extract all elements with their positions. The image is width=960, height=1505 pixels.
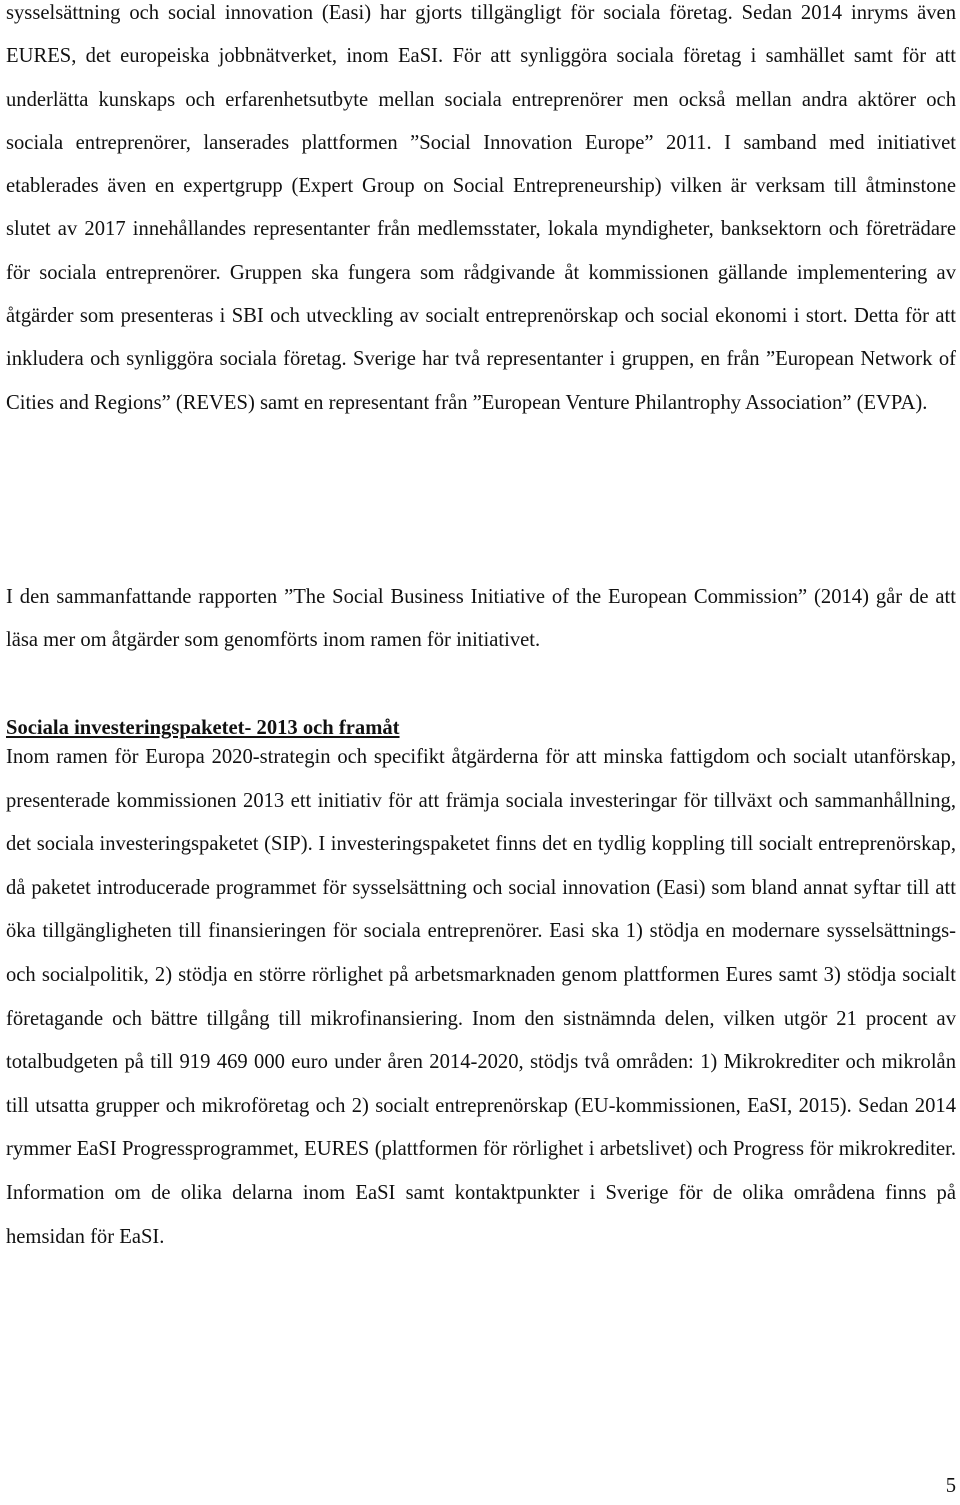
paragraph-social-innovation-europe: sysselsättning och social innovation (Easi) har gjorts tillgängligt för sociala företag. Sedan 2014 inryms även EURES, det europeiska jobbnätverket, inom EaSI. För att synliggöra sociala företag i samhället samt för att underlätta kunskaps och erfarenhetsutbyte mellan sociala entreprenörer men också mellan andra aktörer och sociala entreprenörer, lanserades plattformen ”Social Innovation Europe” 2011. I samband med initiativet etablerades även en expertgrupp (Expert Group on Social Entrepreneurship) vilken är verksam till åtminstone slutet av 2017 innehållandes representanter från medlemsstater, lokala myndigheter, banksektorn och företrädare för sociala entreprenörer. Gruppen ska fungera som rådgivande åt kommissionen gällande implementering av åtgärder som presenteras i SBI och utveckling av socialt entreprenörskap och social ekonomi i stort. Detta för att inkludera och synliggöra sociala företag. Sverige har två representanter i gruppen, en från ”European Network of Cities and Regions” (REVES) samt en representant från ”European Venture Philantrophy Association” (EVPA).: [6, 2, 956, 414]
page-number: 5: [945, 1475, 956, 1497]
paragraph-sbi-report: I den sammanfattande rapporten ”The Social Business Initiative of the European Commission” (2014) går de att läsa mer om åtgärder som genomförts inom ramen för initiativet.: [6, 586, 956, 652]
paragraph-sip-easi: Inom ramen för Europa 2020-strategin och specifikt åtgärderna för att minska fattigdom och socialt utanförskap, presenterade kommissionen 2013 ett initiativ för att främja sociala investeringar för tillväxt och sammanhållning, det sociala investeringspaketet (SIP). I investeringspaketet finns det en tydlig koppling till socialt entreprenörskap, då paketet introducerade programmet för sysselsättning och social innovation (Easi) som bland annat syftar till att öka tillgängligheten till finansieringen för sociala entreprenörer. Easi ska 1) stödja en modernare sysselsättnings- och socialpolitik, 2) stödja en större rörlighet på arbetsmarknaden genom plattformen Eures samt 3) stödja socialt företagande och bättre tillgång till mikrofinansiering. Inom den sistnämnda delen, vilken utgör 21 procent av totalbudgeten på till 919 469 000 euro under åren 2014-2020, stödjs två områden: 1) Mikrokrediter och mikrolån till utsatta grupper och mikroföretag och 2) socialt entreprenörskap (EU-kommissionen, EaSI, 2015). Sedan 2014 rymmer EaSI Progressprogrammet, EURES (plattformen för rörlighet i arbetslivet) och Progress för mikrokrediter. Information om de olika delarna inom EaSI samt kontaktpunkter i Sverige för de olika områdena finns på hemsidan för EaSI.: [6, 746, 956, 1248]
section-heading-sip: Sociala investeringspaketet- 2013 och framåt: [6, 717, 400, 739]
